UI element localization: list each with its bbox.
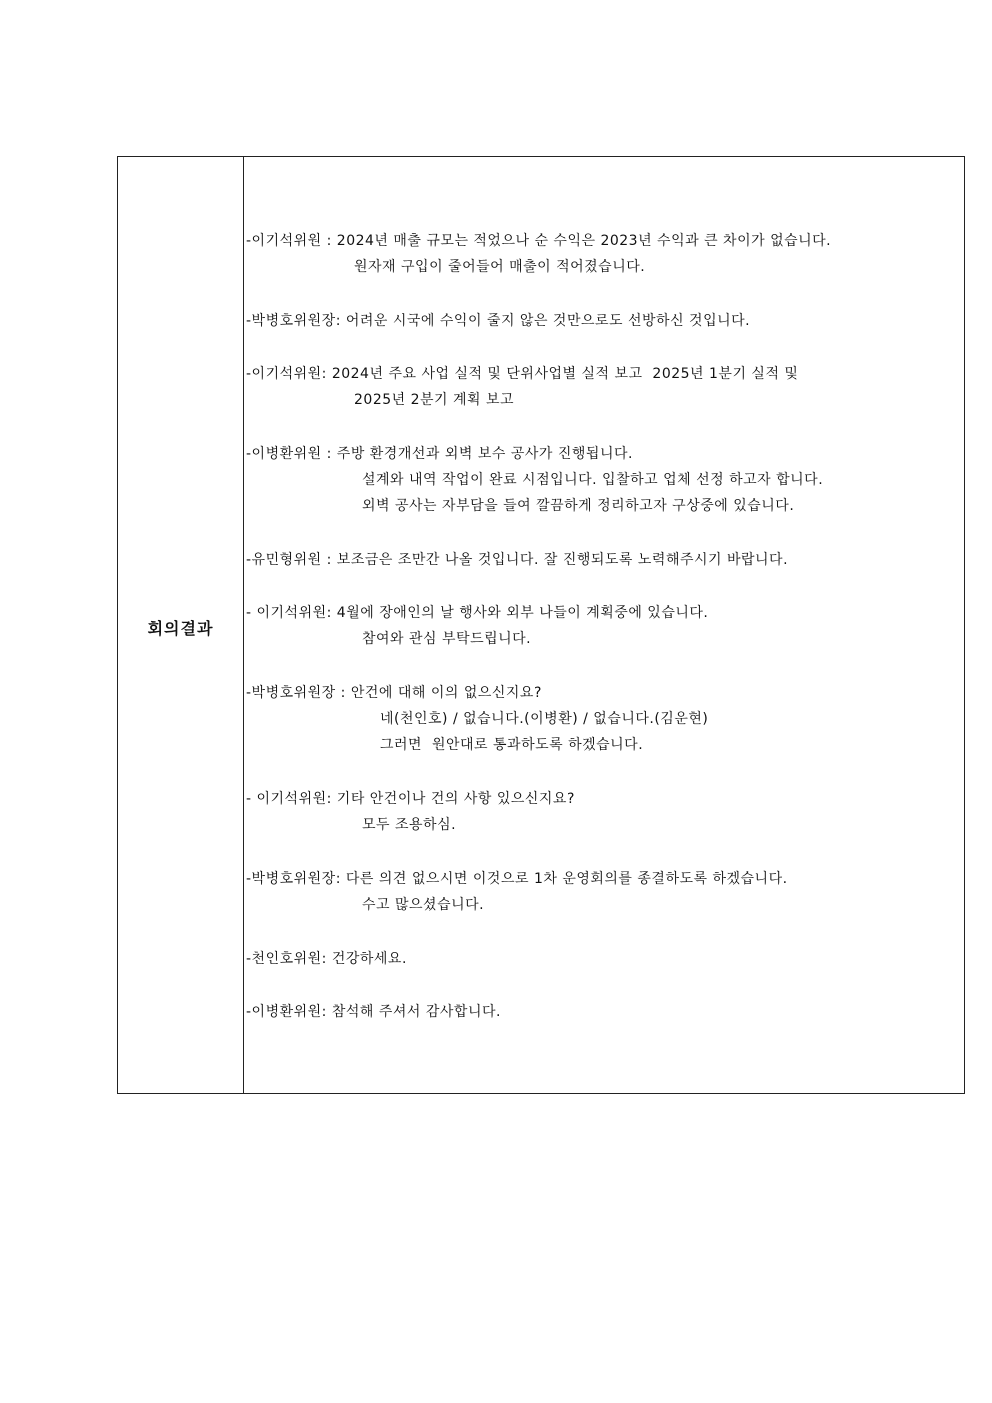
minutes-table — [117, 156, 965, 1094]
label-cell — [118, 157, 244, 1093]
minutes-line: -천인호위원: 건강하세요. — [246, 951, 407, 967]
minutes-line: -이기석위원 : 2024년 매출 규모는 적었으나 순 수익은 2023년 수익과 큰 차이가 없습니다. — [246, 233, 832, 249]
minutes-line: 참여와 관심 부탁드립니다. — [362, 631, 532, 647]
minutes-line: 수고 많으셨습니다. — [362, 897, 485, 913]
minutes-line: 2025년 2분기 계획 보고 — [354, 392, 515, 408]
minutes-line: 설계와 내역 작업이 완료 시점입니다. 입찰하고 업체 선정 하고자 합니다. — [362, 472, 824, 488]
minutes-line: - 이기석위원: 4월에 장애인의 날 행사와 외부 나들이 계획중에 있습니다. — [246, 605, 709, 621]
minutes-line: 모두 조용하심. — [362, 817, 457, 833]
minutes-line: -이기석위원: 2024년 주요 사업 실적 및 단위사업별 실적 보고 2025년 1분기 실적 및 — [246, 366, 799, 382]
minutes-line: -유민형위원 : 보조금은 조만간 나올 것입니다. 잘 진행되도록 노력해주시기 바랍니다. — [246, 552, 789, 568]
minutes-line: -이병환위원: 참석해 주셔서 감사합니다. — [246, 1004, 501, 1020]
section-label: 회의결과 — [147, 619, 214, 638]
minutes-line: 네(천인호) / 없습니다.(이병환) / 없습니다.(김운현) — [380, 711, 709, 727]
minutes-line: -박병호위원장: 어려운 시국에 수익이 줄지 않은 것만으로도 선방하신 것입니다. — [246, 313, 751, 329]
content-cell — [246, 157, 964, 1093]
minutes-line: -박병호위원장: 다른 의견 없으시면 이것으로 1차 운영회의를 종결하도록 하겠습니다. — [246, 871, 788, 887]
minutes-line: - 이기석위원: 기타 안건이나 건의 사항 있으신지요? — [246, 791, 575, 807]
minutes-line: -박병호위원장 : 안건에 대해 이의 없으신지요? — [246, 685, 542, 701]
minutes-line: -이병환위원 : 주방 환경개선과 외벽 보수 공사가 진행됩니다. — [246, 446, 633, 462]
minutes-line: 그러면 원안대로 통과하도록 하겠습니다. — [380, 737, 644, 753]
minutes-line: 외벽 공사는 자부담을 들여 깔끔하게 정리하고자 구상중에 있습니다. — [362, 498, 795, 514]
minutes-line: 원자재 구입이 줄어들어 매출이 적어졌습니다. — [354, 259, 646, 275]
